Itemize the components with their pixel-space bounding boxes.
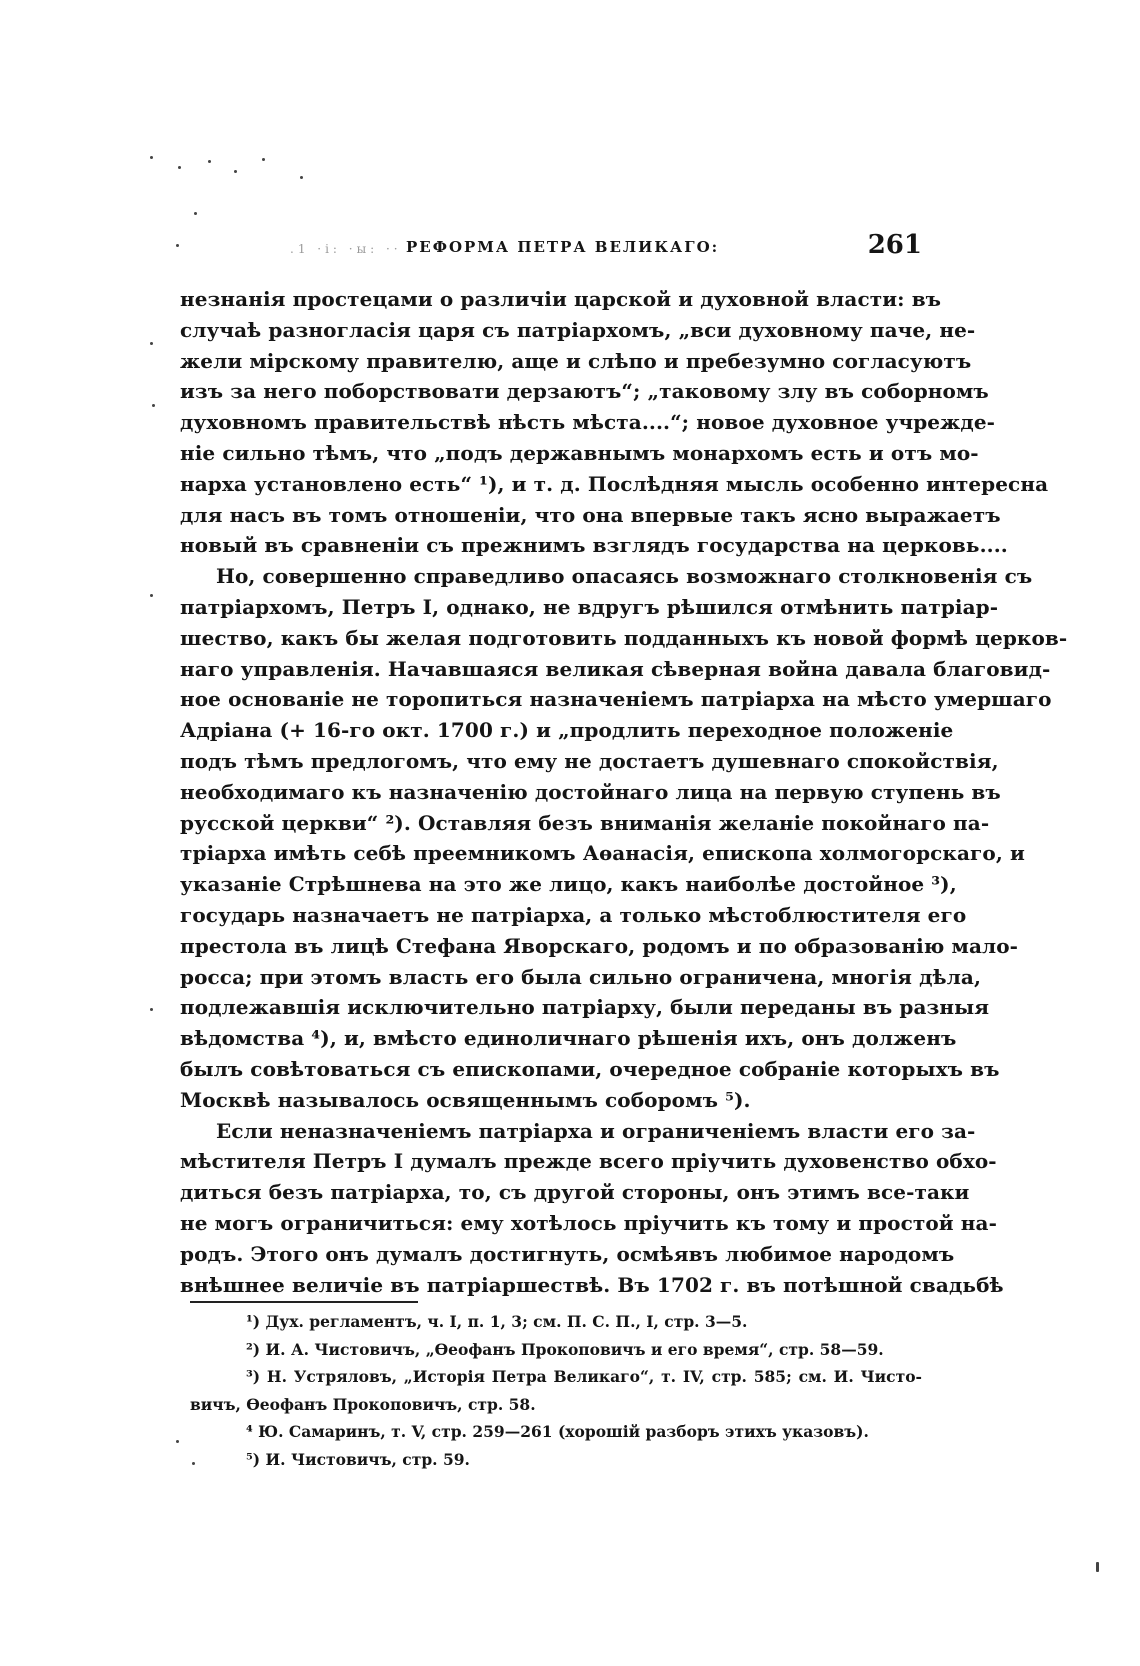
text-line: нарха установлено есть“ ¹), и т. д. Послѣдняя мысль особенно интересна xyxy=(180,471,1049,496)
text-line: новый въ сравненіи съ прежнимъ взглядъ государства на церковь.... xyxy=(180,533,1008,558)
text-line: Если неназначеніемъ патріарха и ограниченіемъ власти его за- xyxy=(216,1118,976,1143)
footnote: ²) И. А. Чистовичъ, „Ѳеофанъ Прокоповичъ и его время“, стр. 58—59. xyxy=(246,1339,884,1359)
text-line: ніе сильно тѣмъ, что „подъ державнымъ монархомъ есть и отъ мо- xyxy=(180,440,979,465)
scan-speck xyxy=(150,594,153,597)
scan-speck xyxy=(178,166,181,169)
text-line: вѣдомства ⁴), и, вмѣсто единоличнаго рѣшенія ихъ, онъ долженъ xyxy=(180,1026,957,1051)
text-line: патріархомъ, Петръ I, однако, не вдругъ рѣшился отмѣнить патріар- xyxy=(180,594,999,619)
footnote-rule xyxy=(190,1301,418,1303)
text-line: престола въ лицѣ Стефана Яворскаго, родомъ и по образованію мало- xyxy=(180,933,1019,958)
scan-speck xyxy=(194,212,197,215)
scan-speck xyxy=(176,244,179,247)
scan-speck xyxy=(150,342,153,345)
scan-speck xyxy=(150,156,153,159)
text-line: былъ совѣтоваться съ епископами, очередное собраніе которыхъ въ xyxy=(180,1056,1000,1081)
text-line: не могъ ограничиться: ему хотѣлось пріучить къ тому и простой на- xyxy=(180,1210,997,1235)
footnote: ¹) Дух. регламентъ, ч. I, п. 1, 3; см. П. С. П., I, стр. 3—5. xyxy=(246,1312,748,1331)
text-line: подлежавшія исключительно патріарху, были переданы въ разныя xyxy=(180,995,990,1020)
header-faint-text: .1 ·і: ·ы: ·· xyxy=(290,242,402,256)
scan-speck xyxy=(208,160,211,163)
running-header xyxy=(180,230,922,268)
scan-speck xyxy=(150,1008,153,1011)
text-line: шество, какъ бы желая подготовить подданныхъ къ новой формѣ церков- xyxy=(180,625,1068,650)
text-line: наго управленія. Начавшаяся великая сѣверная война давала благовид- xyxy=(180,656,1051,681)
footnote-continuation: вичъ, Ѳеофанъ Прокоповичъ, стр. 58. xyxy=(190,1394,536,1414)
page-number: 261 xyxy=(867,230,922,260)
scan-speck xyxy=(1096,1562,1099,1572)
text-line: Москвѣ называлось освященнымъ соборомъ ⁵). xyxy=(180,1087,751,1112)
body-text xyxy=(180,284,1068,1300)
text-line: незнанія простецами о различіи царской и духовной власти: въ xyxy=(180,287,942,311)
scan-speck xyxy=(300,176,303,179)
footnote: ⁴ Ю. Самаринъ, т. V, стр. 259—261 (хорошій разборъ этихъ указовъ). xyxy=(246,1422,869,1442)
text-line: тріарха имѣть себѣ преемникомъ Аѳанасія, епископа холмогорскаго, и xyxy=(180,841,1025,866)
footnote: ⁵) И. Чистовичъ, стр. 59. xyxy=(246,1449,470,1469)
text-line: государь назначаетъ не патріарха, а только мѣстоблюстителя его xyxy=(180,902,967,927)
text-line: внѣшнее величіе въ патріаршествѣ. Въ 1702 г. въ потѣшной свадьбѣ xyxy=(180,1272,1004,1297)
text-line: подъ тѣмъ предлогомъ, что ему не достаетъ душевнаго спокойствія, xyxy=(180,748,999,773)
text-line: изъ за него поборствовати дерзаютъ“; „таковому злу въ соборномъ xyxy=(180,379,989,404)
text-line: указаніе Стрѣшнева на это же лицо, какъ наиболѣе достойное ³), xyxy=(180,872,957,897)
text-line: ное основаніе не торопиться назначеніемъ патріарха на мѣсто умершаго xyxy=(180,687,1052,712)
footnotes xyxy=(190,1308,922,1474)
scan-speck xyxy=(262,158,265,161)
text-line: необходимаго къ назначенію достойнаго лица на первую ступень въ xyxy=(180,779,1001,804)
text-line: родъ. Этого онъ думалъ достигнуть, осмѣявъ любимое народомъ xyxy=(180,1241,955,1266)
text-line: случаѣ разногласія царя съ патріархомъ, „вси духовному паче, не- xyxy=(180,317,976,342)
text-line: Адріана (+ 16-го окт. 1700 г.) и „продлить переходное положеніе xyxy=(180,718,954,743)
text-line: мѣстителя Петръ I думалъ прежде всего пріучить духовенство обхо- xyxy=(180,1149,997,1174)
scan-speck xyxy=(152,404,155,407)
scan-speck xyxy=(234,170,237,173)
text-line: для насъ въ томъ отношеніи, что она впервые такъ ясно выражаетъ xyxy=(180,502,1001,527)
text-line: русской церкви“ ²). Оставляя безъ вниманія желаніе покойнаго па- xyxy=(180,810,990,835)
text-line: росса; при этомъ власть его была сильно ограничена, многія дѣла, xyxy=(180,964,982,989)
scan-speck xyxy=(176,1440,179,1443)
text-line: диться безъ патріарха, то, съ другой стороны, онъ этимъ все-таки xyxy=(180,1180,970,1205)
text-line: духовномъ правительствѣ нѣсть мѣста....“; новое духовное учрежде- xyxy=(180,410,996,435)
running-title: РЕФОРМА ПЕТРА ВЕЛИКАГО: xyxy=(406,238,720,256)
text-line: жели мірскому правителю, аще и слѣпо и пребезумно согласуютъ xyxy=(180,348,972,373)
footnote: ³) Н. Устряловъ, „Исторія Петра Великаго“, т. IV, стр. 585; см. И. Чисто- xyxy=(246,1367,922,1387)
text-line: Но, совершенно справедливо опасаясь возможнаго столкновенія съ xyxy=(216,564,1033,589)
